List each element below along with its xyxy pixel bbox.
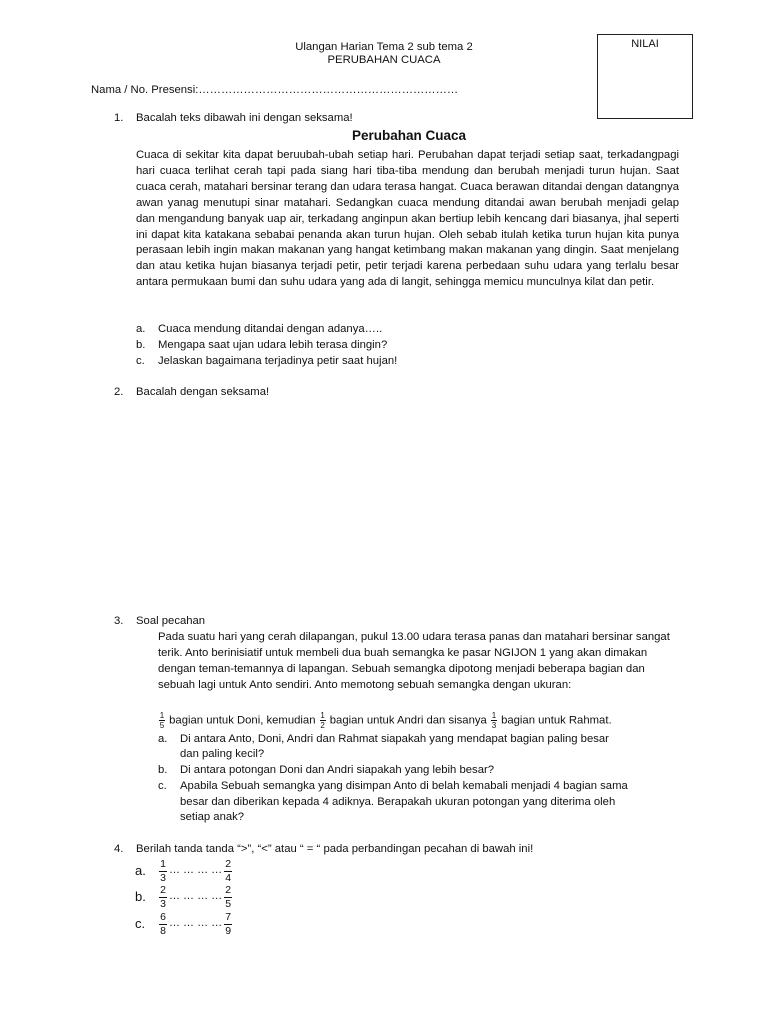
q1-item-text: Cuaca mendung ditandai dengan adanya….. <box>158 323 383 335</box>
question-3-title: Soal pecahan <box>136 615 206 627</box>
fraction: $\frac{1}{5}$ <box>159 711 165 730</box>
worksheet-title: Ulangan Harian Tema 2 sub tema 2 <box>295 41 473 53</box>
fraction: 1 3 <box>160 857 166 884</box>
passage-title: Perubahan Cuaca <box>351 128 467 143</box>
comparison-blank[interactable]: … … … … <box>169 890 223 903</box>
fraction: $\frac{1}{3}$ <box>491 711 497 730</box>
q3-item-letter: c. <box>158 780 167 792</box>
q1-item-letter: a. <box>136 323 146 335</box>
question-4-instruction: Berilah tanda tanda “>”, “<” atau “ = “ pada perbandingan pecahan di bawah ini! <box>136 843 534 855</box>
comparison-blank[interactable]: … … … … <box>169 917 223 930</box>
q3-item-text: Di antara Anto, Doni, Andri dan Rahmat siapakah yang mendapat bagian paling besar <box>180 733 609 745</box>
q3-item-text: dan paling kecil? <box>180 748 265 760</box>
question-1-instruction: Bacalah teks dibawah ini dengan seksama! <box>136 112 353 124</box>
worksheet-subtitle: PERUBAHAN CUACA <box>327 54 441 66</box>
comparison-letter: b. <box>135 889 146 905</box>
question-4-number: 4. <box>114 843 124 855</box>
comparison-row[interactable] <box>135 858 232 884</box>
q3-item-text: Di antara potongan Doni dan Andri siapakah yang lebih besar? <box>180 764 495 776</box>
passage-text: Cuaca di sekitar kita dapat beruubah-ubah setiap hari. Perubahan dapat terjadi setiap saat, terkadangpagi hari cuaca terlihat cerah tapi pada siang hari tiba-tiba mendung dan berubah menjadi turun hujan. Saat cuaca cerah, matahari bersinar terang dan udara terasa hangat. Cuaca berawan ditandai dengan datangnya awan yanag menutupi sinar matahari. Sedangkan cuaca mendung ditandai awan berubah menjadi gelap dan mengandung banyak uap air, terkadang anginpun akan bertiup lebih kencang dari biasanya, jhal seperti ini dapat kita katakana sebabai penanda akan turun hujan. Oleh sebab itulah ketika turun hujan kita punya perasaan lebih ingin makan makanan yang hangat ketimbang makan makanan yang dingin. Saat menjelang dan atau ketika hujan biasanya terjadi petir, petir terjadi karena perbedaan suhu udara yang terlalu besar antara permukaan bumi dan suhu udara yang ada di langit, sehingga memicu munculnya kilat dan petir. <box>136 149 679 289</box>
question-2-number: 2. <box>114 386 124 398</box>
fraction: 6 8 <box>160 910 166 937</box>
q3-item-text: setiap anak? <box>180 811 245 823</box>
question-3-number: 3. <box>114 615 124 627</box>
score-box[interactable] <box>597 34 693 119</box>
comparison-letter: a. <box>135 863 146 879</box>
question-1-number: 1. <box>114 112 124 124</box>
fraction: 7 9 <box>225 910 232 937</box>
q1-item-letter: c. <box>136 355 145 367</box>
fraction-sentence: $\frac{1}{5}$ bagian untuk Doni, kemudian $\frac{1}{2}$ bagian untuk Andri dan sisanya $\frac{1}{3}$ bagian untuk Rahmat. <box>159 711 612 730</box>
q3-item-letter: a. <box>158 733 168 745</box>
q1-item-text: Jelaskan bagaimana terjadinya petir saat hujan! <box>158 355 398 367</box>
fraction: 2 4 <box>225 857 232 884</box>
comparison-letter: c. <box>135 916 146 932</box>
q3-item-letter: b. <box>158 764 168 776</box>
q1-item-letter: b. <box>136 339 146 351</box>
score-label: NILAI <box>631 38 659 50</box>
student-name-field[interactable]: Nama / No. Presensi:…………………………………………………………… <box>91 84 459 96</box>
comparison-row[interactable] <box>135 884 232 910</box>
question-2-instruction: Bacalah dengan seksama! <box>136 386 270 398</box>
fraction: 2 5 <box>225 883 232 910</box>
fraction: $\frac{1}{2}$ <box>320 711 325 730</box>
comparison-row[interactable] <box>135 911 232 937</box>
fraction: 2 3 <box>160 883 166 910</box>
q1-item-text: Mengapa saat ujan udara lebih terasa dingin? <box>158 339 388 351</box>
q3-item-text: besar dan diberikan kepada 4 adiknya. Berapakah ukuran potongan yang diterima oleh <box>180 796 616 808</box>
question-3-passage: Pada suatu hari yang cerah dilapangan, pukul 13.00 udara terasa panas dan matahari bersinar sangat terik. Anto berinisiatif untuk membeli dua buah semangka ke pasar NGIJON 1 yang akan dimakan dengan teman-temannya di lapangan. Sebuah semangka dipotong menjadi beberapa bagian dan sebuah lagi untuk Anto sendiri. Anto memotong sebuah semangka dengan ukuran: <box>158 631 670 691</box>
comparison-blank[interactable]: … … … … <box>169 864 223 877</box>
blank-space <box>120 405 680 605</box>
q3-item-text: Apabila Sebuah semangka yang disimpan Anto di belah kemabali menjadi 4 bagian sama <box>180 780 628 792</box>
